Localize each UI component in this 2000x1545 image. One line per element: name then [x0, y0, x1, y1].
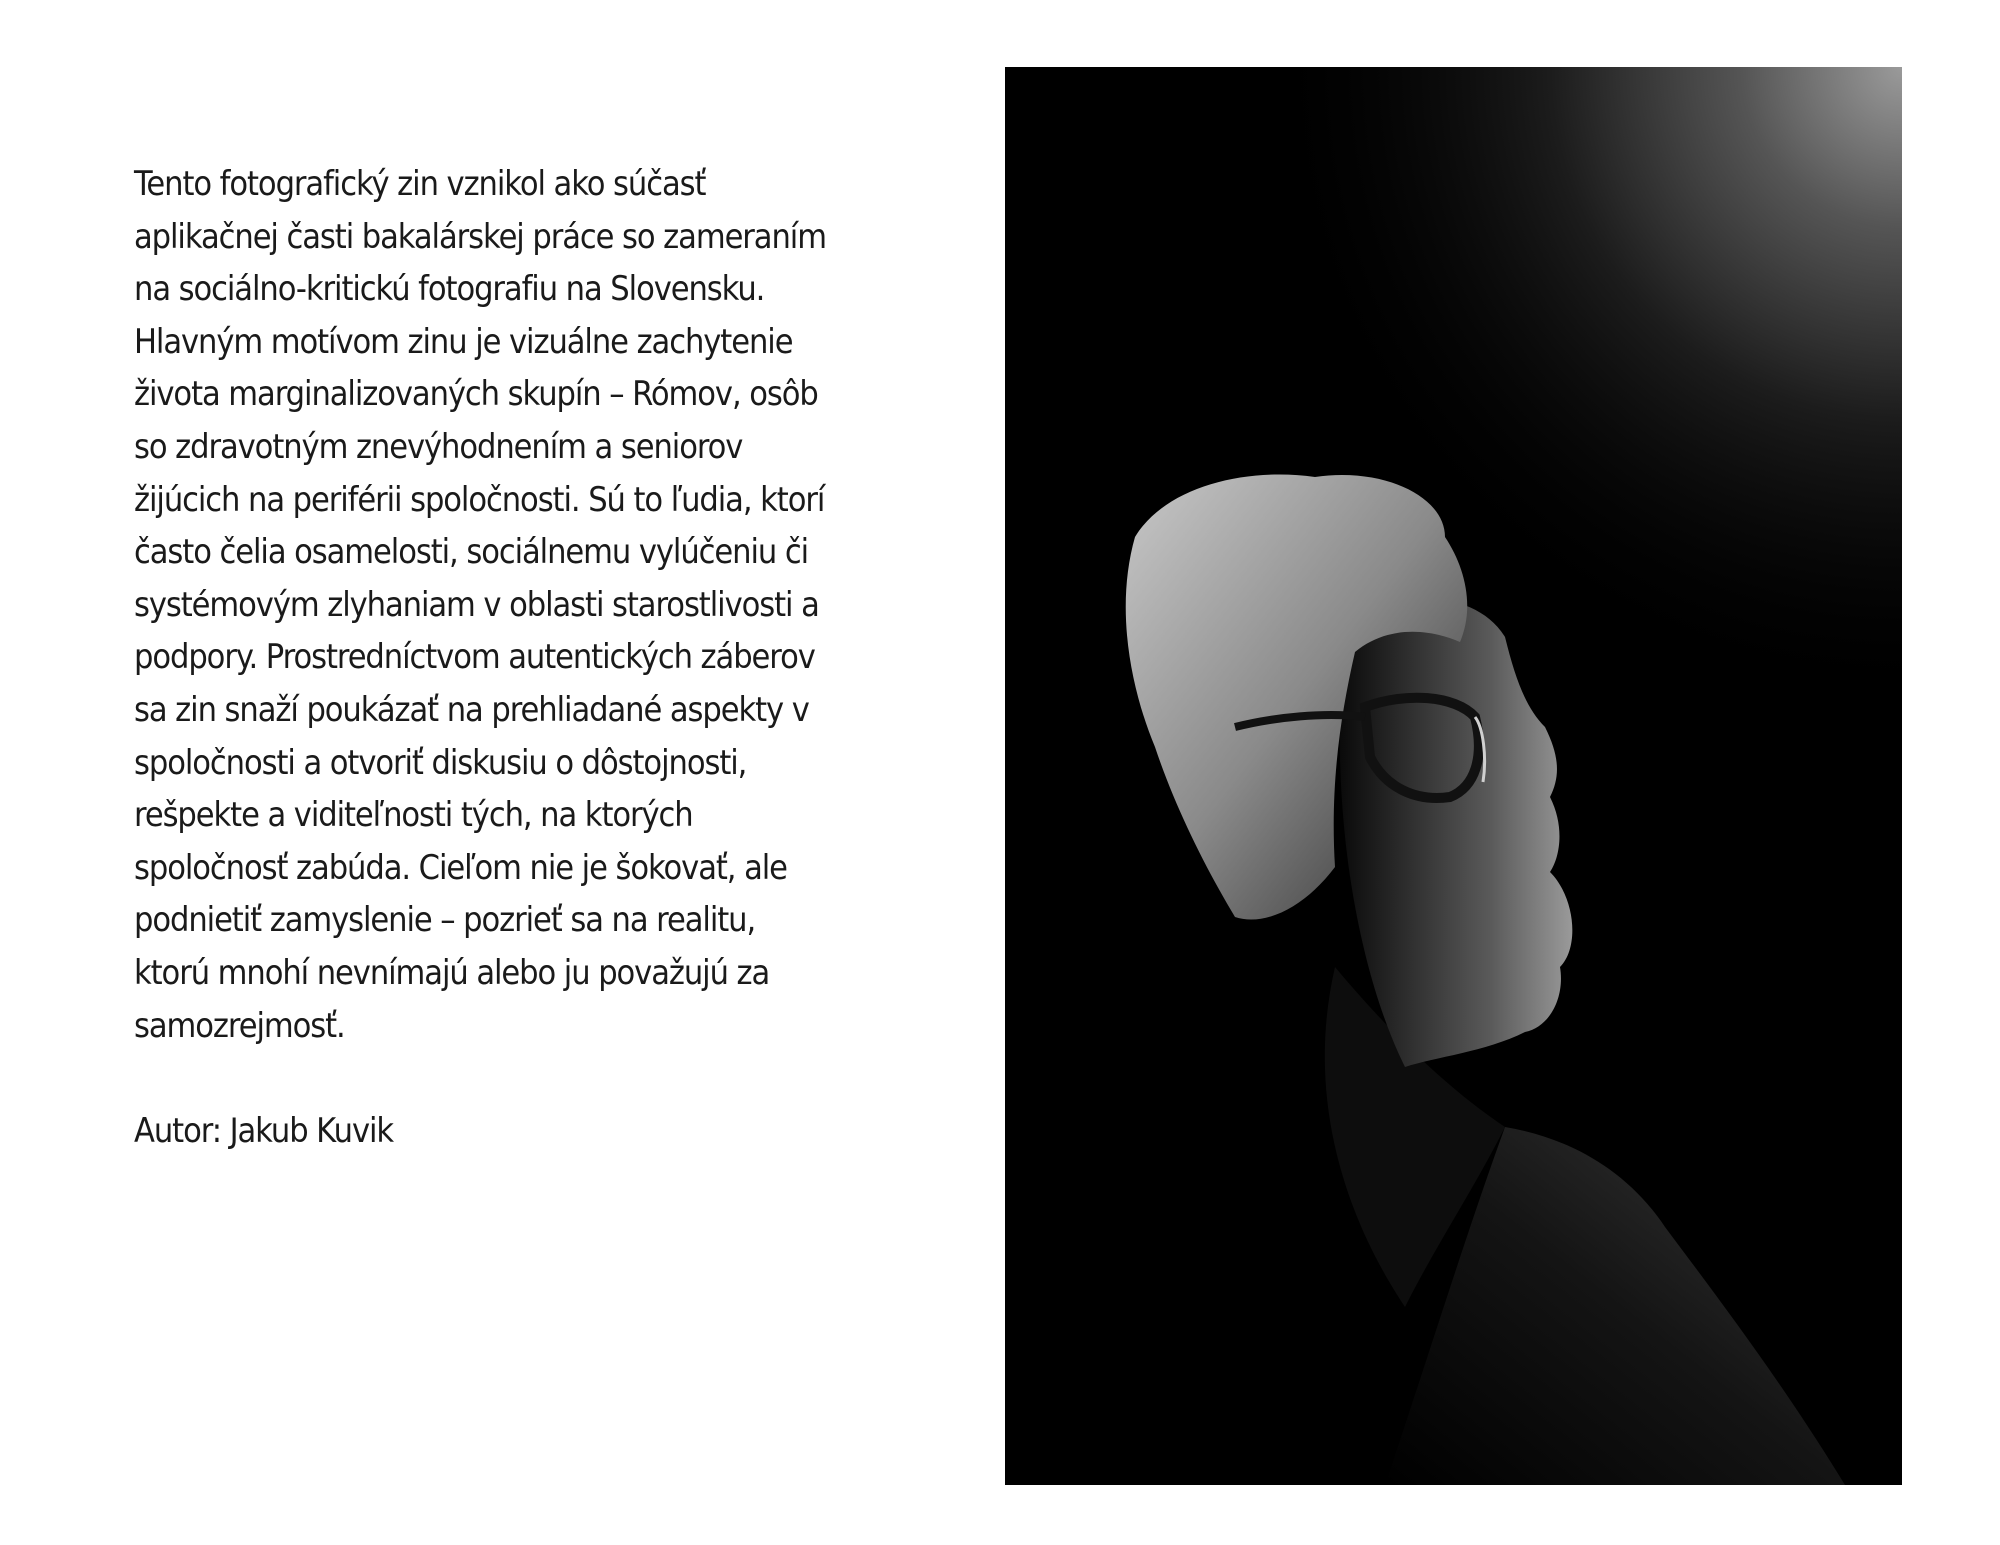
intro-line: aplikačnej časti bakalárskej práce so zameraním — [134, 216, 826, 257]
intro-line: života marginalizovaných skupín – Rómov, osôb — [134, 374, 818, 415]
intro-line: žijúcich na periférii spoločnosti. Sú to ľudia, ktorí — [134, 479, 825, 520]
intro-line: rešpekte a viditeľnosti tých, na ktorých — [134, 795, 693, 836]
intro-line: Hlavným motívom zinu je vizuálne zachytenie — [134, 321, 793, 362]
intro-line: podnietiť zamyslenie – pozrieť sa na realitu, — [134, 900, 756, 941]
intro-line: ktorú mnohí nevnímajú alebo ju považujú za — [134, 952, 770, 993]
intro-line: často čelia osamelosti, sociálnemu vylúčeniu či — [134, 532, 809, 573]
intro-line: podpory. Prostredníctvom autentických záberov — [134, 637, 815, 678]
intro-line: spoločnosti a otvoriť diskusiu o dôstojnosti, — [134, 742, 747, 783]
portrait-illustration — [1005, 67, 1902, 1485]
intro-line: na sociálno-kritickú fotografiu na Slovensku. — [134, 269, 765, 310]
intro-line: Tento fotografický zin vznikol ako súčasť — [134, 164, 706, 204]
portrait-photo — [1005, 67, 1902, 1485]
intro-line: samozrejmosť. — [134, 1005, 345, 1046]
intro-text — [134, 158, 890, 1157]
author-credit: Autor: Jakub Kuvik — [134, 1110, 394, 1151]
intro-line: sa zin snaží poukázať na prehliadané aspekty v — [134, 689, 809, 730]
intro-line: systémovým zlyhaniam v oblasti starostlivosti a — [134, 584, 819, 625]
intro-line: so zdravotným znevýhodnením a seniorov — [134, 426, 743, 467]
intro-line: spoločnosť zabúda. Cieľom nie je šokovať, ale — [134, 847, 787, 888]
